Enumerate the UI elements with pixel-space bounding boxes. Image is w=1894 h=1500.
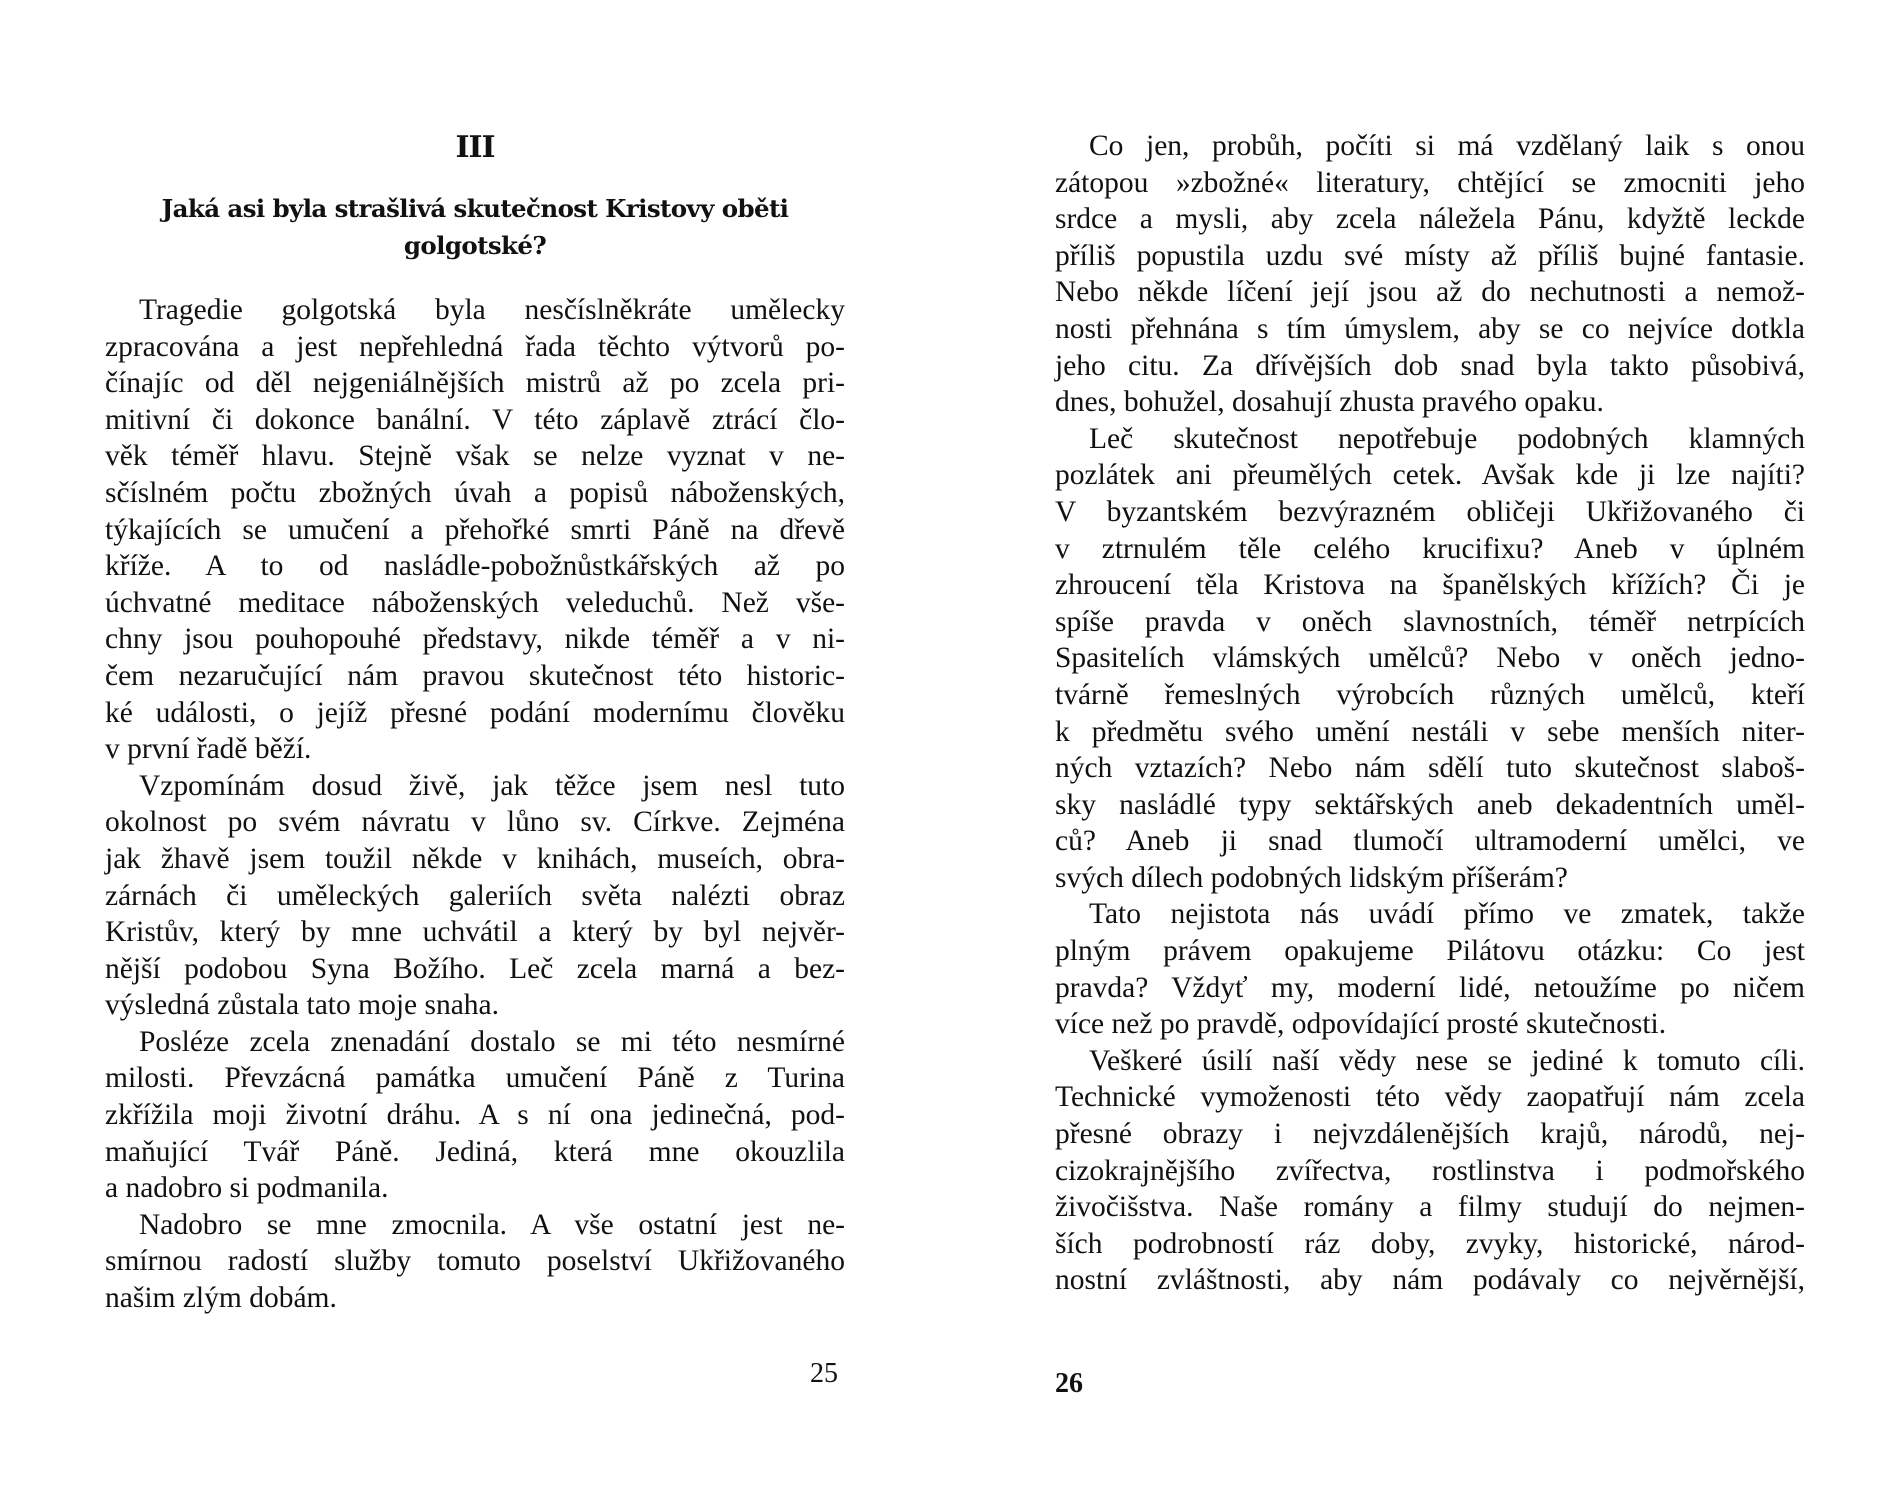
chapter-title xyxy=(105,190,845,264)
text-line: smírnou radostí služby tomuto poselství Ukřižovaného xyxy=(105,1245,845,1278)
text-line: více než po pravdě, odpovídající prosté skutečnosti. xyxy=(1055,1008,1667,1041)
text-line: věk téměř hlavu. Stejně však se nelze vyznat v ne- xyxy=(105,440,845,473)
text-line: svých dílech podobných lidským příšerám? xyxy=(1055,861,1568,894)
text-line: pozlátek ani přeumělých cetek. Avšak kde ji lze najíti? xyxy=(1055,459,1805,492)
text-line: Technické vymoženosti této vědy zaopatřují nám zcela xyxy=(1055,1081,1805,1114)
text-line: Nadobro se mne zmocnila. A vše ostatní jest ne- xyxy=(139,1208,845,1241)
text-line: zátopou »zbožné« literatury, chtějící se zmocniti jeho xyxy=(1055,166,1805,199)
text-line: jak žhavě jsem toužil někde v knihách, museích, obra- xyxy=(105,842,845,875)
text-line: zhroucení těla Kristova na španělských křížích? Či je xyxy=(1055,569,1805,602)
text-line: ných vztazích? Nebo nám sdělí tuto skutečnost slaboš- xyxy=(1055,752,1805,785)
text-line: v ztrnulém těle celého krucifixu? Aneb v úplném xyxy=(1055,532,1805,565)
text-line: čínajíc od děl nejgeniálnějších mistrů až po zcela pri- xyxy=(105,367,845,400)
right-page xyxy=(947,0,1894,1500)
text-line: nější podobou Syna Božího. Leč zcela marná a bez- xyxy=(105,952,845,985)
text-line: milosti. Převzácná památka umučení Páně z Turina xyxy=(105,1062,845,1095)
text-line: Co jen, probůh, počíti si má vzdělaný laik s onou xyxy=(1089,130,1805,162)
page-number: 26 xyxy=(1055,1368,1083,1399)
text-line: týkajících se umučení a přehořké smrti Páně na dřevě xyxy=(105,513,845,546)
text-line: našim zlým dobám. xyxy=(105,1282,337,1315)
text-line: Spasitelích vlámských umělců? Nebo v oněch jedno- xyxy=(1055,642,1805,675)
left-page-body xyxy=(105,292,845,1317)
text-line: v první řadě běží. xyxy=(105,733,312,766)
text-line: dnes, bohužel, dosahují zhusta pravého opaku. xyxy=(1055,386,1604,419)
text-line: zpracována a jest nepřehledná řada těchto výtvorů po- xyxy=(105,330,845,363)
text-line: jeho citu. Za dřívějších dob snad byla takto působivá, xyxy=(1055,349,1805,382)
text-line: k předmětu svého umění nestáli v sebe menších niter- xyxy=(1055,715,1805,748)
text-line: chny jsou pouhopouhé představy, nikde téměř a v ni- xyxy=(105,623,845,656)
text-line: tvárně řemeslných výrobcích různých umělců, kteří xyxy=(1055,678,1805,711)
text-line: ších podrobností ráz doby, zvyky, historické, národ- xyxy=(1055,1227,1805,1260)
text-line: V byzantském bezvýrazném obličeji Ukřižovaného či xyxy=(1055,495,1805,528)
text-line: výsledná zůstala tato moje snaha. xyxy=(105,989,500,1022)
text-line: přesné obrazy i nejvzdálenějších krajů, národů, nej- xyxy=(1055,1118,1805,1151)
text-line: Nebo někde líčení její jsou až do nechutnosti a nemož- xyxy=(1055,276,1805,309)
text-line: Veškeré úsilí naší vědy nese se jediné k tomuto cíli. xyxy=(1089,1044,1805,1077)
text-line: srdce a mysli, aby zcela náležela Pánu, kdyžtě leckde xyxy=(1055,203,1805,236)
text-line: ké události, o jejíž přesné podání modernímu člověku xyxy=(105,696,845,729)
text-line: Tragedie golgotská byla nesčíslněkráte umělecky xyxy=(139,294,845,326)
text-line: cizokrajnějšího zvířectva, rostlinstva i podmořského xyxy=(1055,1154,1805,1187)
text-line: mitivní či dokonce banální. V této záplavě ztrácí člo- xyxy=(105,403,845,436)
text-line: sčíslném počtu zbožných úvah a popisů náboženských, xyxy=(105,476,845,509)
text-line: maňující Tvář Páně. Jediná, která mne okouzlila xyxy=(105,1135,845,1168)
page-number: 25 xyxy=(810,1358,838,1389)
right-page-body xyxy=(1055,128,1805,1299)
text-line: nostní zvláštnosti, aby nám podávaly co nejvěrnější, xyxy=(1055,1264,1805,1297)
text-line: úchvatné meditace náboženských veleduchů. Než vše- xyxy=(105,586,845,619)
text-line: příliš popustila uzdu své místy až příliš bujné fantasie. xyxy=(1055,239,1805,272)
text-line: sky nasládlé typy sektářských aneb dekadentních uměl- xyxy=(1055,788,1805,821)
text-line: Posléze zcela znenadání dostalo se mi této nesmírné xyxy=(139,1025,845,1058)
text-line: a nadobro si podmanila. xyxy=(105,1172,389,1205)
text-line: kříže. A to od nasládle-pobožnůstkářských až po xyxy=(105,550,845,583)
chapter-number: III xyxy=(455,130,495,165)
text-line: čem nezaručující nám pravou skutečnost této historic- xyxy=(105,659,845,692)
text-line: plným právem opakujeme Pilátovu otázku: Co jest xyxy=(1055,935,1805,968)
chapter-title-line: Jaká asi byla strašlivá skutečnost Kristovy oběti xyxy=(161,194,789,223)
text-line: nosti přehnána s tím úmyslem, aby se co nejvíce dotkla xyxy=(1055,312,1805,345)
text-line: zárnách či uměleckých galeriích světa nalézti obraz xyxy=(105,879,845,912)
text-line: ců? Aneb ji snad tlumočí ultramoderní umělci, ve xyxy=(1055,825,1805,858)
text-line: spíše pravda v oněch slavnostních, téměř netrpících xyxy=(1055,605,1805,638)
chapter-title-line: golgotské? xyxy=(403,231,547,260)
text-line: pravda? Vždyť my, moderní lidé, netoužíme po ničem xyxy=(1055,971,1805,1004)
text-line: Vzpomínám dosud živě, jak těžce jsem nesl tuto xyxy=(139,769,845,802)
text-line: Tato nejistota nás uvádí přímo ve zmatek, takže xyxy=(1089,898,1805,931)
text-line: okolnost po svém návratu v lůno sv. Církve. Zejména xyxy=(105,806,845,839)
text-line: zkřížila moji životní dráhu. A s ní ona jedinečná, pod- xyxy=(105,1099,845,1132)
text-line: živočišstva. Naše romány a filmy studují do nejmen- xyxy=(1055,1191,1805,1224)
text-line: Kristův, který by mne uchvátil a který by byl nejvěr- xyxy=(105,916,845,949)
text-line: Leč skutečnost nepotřebuje podobných klamných xyxy=(1089,422,1805,455)
